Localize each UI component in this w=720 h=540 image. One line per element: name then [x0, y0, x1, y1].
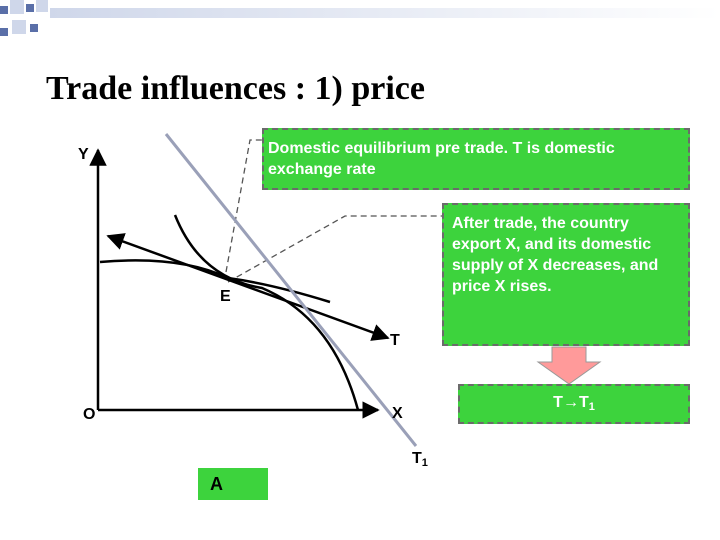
callout-domestic-equilibrium: [262, 128, 690, 190]
production-frontier-curve: [175, 215, 358, 410]
equilibrium-label: E: [220, 288, 231, 305]
change-to-subscript: 1: [588, 401, 595, 413]
price-line-t: [108, 236, 388, 338]
new-price-line-letter: T: [412, 450, 422, 467]
new-price-line-subscript: 1: [421, 457, 428, 469]
x-axis-label: X: [392, 405, 403, 422]
change-to-label: T: [578, 394, 589, 411]
slide-title: Trade influences : 1) price: [46, 70, 425, 107]
y-axis-label: Y: [78, 146, 89, 163]
callout-domestic-text: Domestic equilibrium pre trade. T is domestic exchange rate: [268, 140, 615, 178]
panel-label-box: [198, 468, 268, 500]
new-price-line-label: [412, 450, 428, 469]
down-arrow-icon: [538, 347, 600, 384]
right-arrow-icon: →: [562, 394, 579, 411]
callout-after-trade: [442, 203, 690, 346]
price-line-label: T: [390, 332, 400, 349]
origin-label: O: [83, 406, 96, 423]
change-from-label: T: [553, 394, 563, 411]
callout-after-trade-text: After trade, the country export X, and its domestic supply of X decreases, and price X rises.: [452, 215, 659, 295]
leader-line-domestic: [226, 140, 262, 272]
panel-label: A: [210, 474, 223, 494]
leader-line-after-trade: [228, 216, 442, 282]
callout-price-change: [458, 384, 690, 424]
